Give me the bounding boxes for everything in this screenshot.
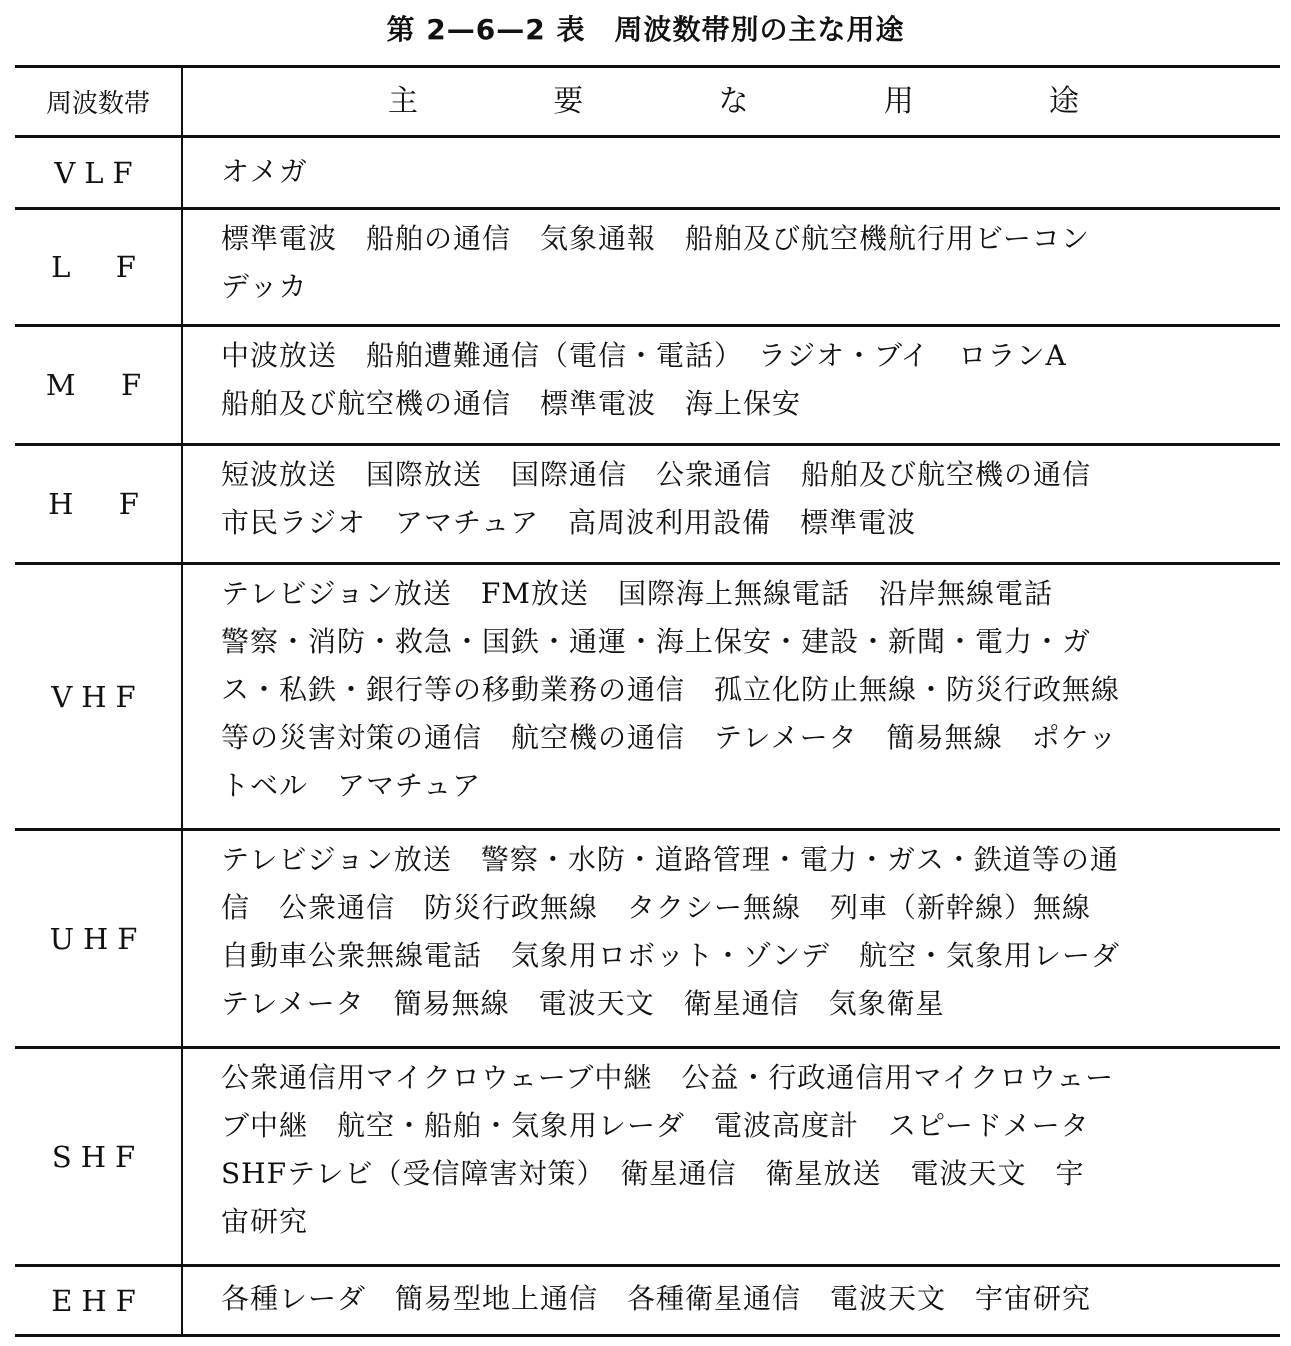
use-line: 市民ラジオ アマチュア 高周波利用設備 標準電波 bbox=[221, 506, 917, 539]
use-list bbox=[183, 210, 1280, 324]
header-use-char: 途 bbox=[1049, 83, 1080, 119]
use-list bbox=[183, 831, 1280, 1046]
use-line: 宙研究 bbox=[221, 1205, 309, 1238]
header-use-char: な bbox=[718, 83, 750, 119]
use-line: テレメータ 簡易無線 電波天文 衛星通信 気象衛星 bbox=[221, 987, 945, 1020]
use-line: テレビジョン放送 警察・水防・道路管理・電力・ガス・鉄道等の通 bbox=[221, 843, 1119, 876]
use-line: 船舶及び航空機の通信 標準電波 海上保安 bbox=[221, 387, 802, 420]
use-line: 等の災害対策の通信 航空機の通信 テレメータ 簡易無線 ポケッ bbox=[221, 721, 1118, 754]
band-label: EHF bbox=[15, 1267, 183, 1334]
use-line: 標準電波 船舶の通信 気象通報 船舶及び航空機航行用ビーコン bbox=[221, 222, 1090, 255]
use-line: ブ中継 航空・船舶・気象用レーダ 電波高度計 スピードメータ bbox=[221, 1109, 1090, 1142]
use-line: トベル アマチュア bbox=[221, 769, 482, 802]
use-line: デッカ bbox=[221, 270, 308, 303]
table-header-row bbox=[15, 68, 1280, 135]
use-line: 信 公衆通信 防災行政無線 タクシー無線 列車（新幹線）無線 bbox=[221, 891, 1092, 924]
use-line: 短波放送 国際放送 国際通信 公衆通信 船舶及び航空機の通信 bbox=[221, 458, 1092, 491]
use-list bbox=[183, 327, 1280, 443]
use-line: 警察・消防・救急・国鉄・通運・海上保安・建設・新聞・電力・ガ bbox=[221, 625, 1092, 658]
band-label: SHF bbox=[15, 1049, 183, 1264]
band-label: UHF bbox=[15, 831, 183, 1046]
table-row bbox=[15, 443, 1280, 562]
use-line: 各種レーダ 簡易型地上通信 各種衛星通信 電波天文 宇宙研究 bbox=[221, 1282, 1092, 1315]
use-list bbox=[183, 138, 1280, 207]
table-row bbox=[15, 562, 1280, 828]
header-use-char: 用 bbox=[883, 83, 915, 119]
table-row bbox=[15, 1264, 1280, 1334]
use-line: オメガ bbox=[221, 155, 308, 188]
header-use-char: 要 bbox=[553, 83, 585, 119]
header-use-char: 主 bbox=[388, 83, 419, 119]
band-label: VLF bbox=[15, 138, 183, 207]
table-row bbox=[15, 1046, 1280, 1264]
table-row bbox=[15, 324, 1280, 443]
use-line: ス・私鉄・銀行等の移動業務の通信 孤立化防止無線・防災行政無線 bbox=[221, 673, 1121, 706]
use-list bbox=[183, 1049, 1280, 1264]
table-row bbox=[15, 828, 1280, 1046]
use-line: 中波放送 船舶遭難通信（電信・電話） ラジオ・ブイ ロランA bbox=[221, 339, 1067, 372]
table-row bbox=[15, 207, 1280, 324]
header-use bbox=[183, 68, 1280, 135]
band-label: H F bbox=[15, 446, 183, 562]
table-title: 第 2—6—2 表 周波数帯別の主な用途 bbox=[386, 13, 905, 46]
band-label: VHF bbox=[15, 565, 183, 828]
use-list bbox=[183, 446, 1280, 562]
table-row bbox=[15, 135, 1280, 207]
use-line: SHFテレビ（受信障害対策） 衛星通信 衛星放送 電波天文 宇 bbox=[221, 1157, 1085, 1190]
use-line: 自動車公衆無線電話 気象用ロボット・ゾンデ 航空・気象用レーダ bbox=[221, 939, 1121, 972]
frequency-use-table bbox=[15, 65, 1280, 1337]
use-line: テレビジョン放送 FM放送 国際海上無線電話 沿岸無線電話 bbox=[221, 577, 1053, 610]
use-list bbox=[183, 565, 1280, 828]
use-list bbox=[183, 1267, 1280, 1334]
band-label: M F bbox=[15, 327, 183, 443]
use-line: 公衆通信用マイクロウェーブ中継 公益・行政通信用マイクロウェー bbox=[221, 1061, 1115, 1094]
band-label: L F bbox=[15, 210, 183, 324]
header-band: 周波数帯 bbox=[15, 68, 183, 135]
